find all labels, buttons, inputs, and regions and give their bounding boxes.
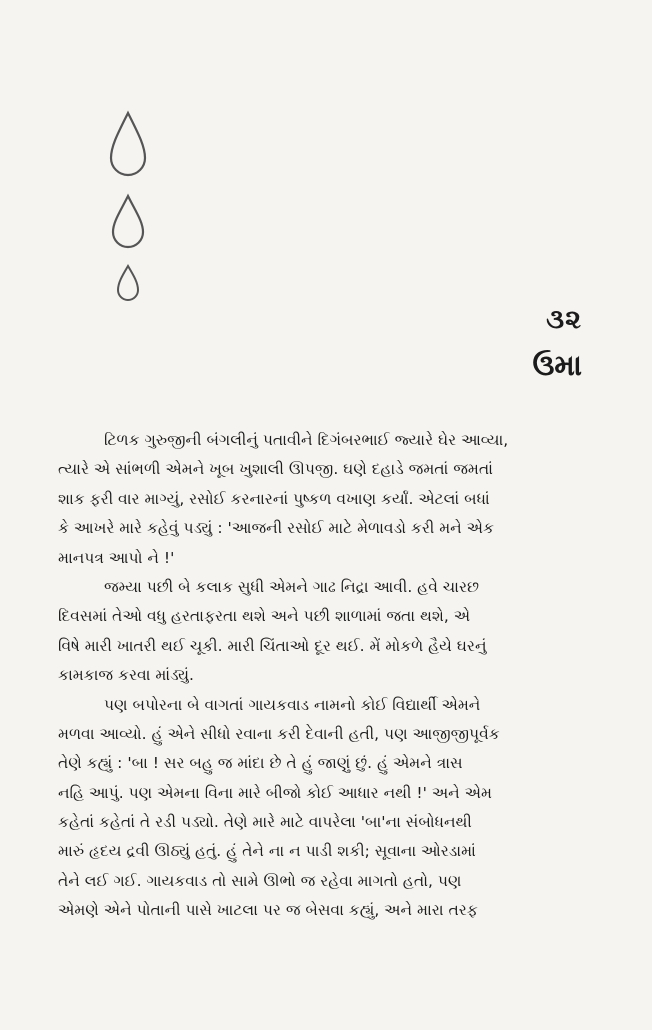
- chapter-title: ઉમા: [532, 348, 582, 382]
- chapter-number: ૩૨: [546, 304, 582, 335]
- paragraph-line: નહિ આપું. પણ એમના વિના મારે બીજો કોઈ આધાર નથી !' અને એમ: [58, 783, 492, 802]
- paragraph-line: મારું હૃદય દ્રવી ઊઠ્યું હતું. હું તેને ના ન પાડી શકી; સૂવાના ઓરડામાં: [58, 842, 476, 861]
- paragraph-line: ટિળક ગુરુજીની બંગલીનું પતાવીને દિગંબરભાઈ જ્યારે ઘેર આવ્યા,: [104, 431, 509, 449]
- paragraph-line: એમણે એને પોતાની પાસે ખાટલા પર જ બેસવા કહ્યું, અને મારા તરફ: [58, 901, 478, 920]
- teardrops-icon: [108, 108, 158, 308]
- paragraph-line: શાક ફરી વાર માગ્યું, રસોઈ કરનારનાં પુષ્કળ વખાણ કર્યાં. એટલાં બધાં: [58, 489, 490, 508]
- teardrops-ornament-svg: [108, 108, 158, 308]
- small-teardrop: [118, 266, 138, 300]
- paragraph-line: દિવસમાં તેઓ વધુ હરતાફરતા થશે અને પછી શાળામાં જતા થશે, એ: [58, 607, 471, 626]
- body-text: [58, 426, 588, 926]
- paragraph-line: માનપત્ર આપો ને !': [58, 548, 175, 567]
- paragraph-line: કામકાજ કરવા માંડ્યું.: [58, 666, 194, 685]
- paragraph-line: જમ્યા પછી બે કલાક સુધી એમને ગાઢ નિદ્રા આવી. હવે ચારછ: [104, 577, 479, 596]
- paragraph-line: કે આખરે મારે કહેવું પડ્યું : 'આજની રસોઈ માટે મેળાવડો કરી મને એક: [58, 519, 494, 538]
- medium-teardrop: [113, 196, 143, 247]
- paragraph-line: વિષે મારી ખાતરી થઈ ચૂકી. મારી ચિંતાઓ દૂર થઈ. મેં મોકળે હૈયે ઘરનું: [58, 636, 487, 655]
- paragraph-line: મળવા આવ્યો. હું એને સીધો રવાના કરી દેવાની હતી, પણ આજીજીપૂર્વક: [58, 724, 500, 743]
- paragraph-line: પણ બપોરના બે વાગતાં ગાયકવાડ નામનો કોઈ વિદ્યાર્થી એમને: [104, 695, 481, 714]
- paragraph-line: ત્યારે એ સાંભળી એમને ખૂબ ખુશાલી ઊપજી. ઘણે દહાડે જમતાં જમતાં: [58, 460, 493, 479]
- paragraph-line: કહેતાં કહેતાં તે રડી પડ્યો. તેણે મારે માટે વાપરેલા 'બા'ના સંબોધનથી: [58, 813, 472, 832]
- paragraph-line: તેણે કહ્યું : 'બા ! સર બહુ જ માંદા છે તે હું જાણું છું. હું એમને ત્રાસ: [58, 754, 463, 773]
- paragraph-line: તેને લઈ ગઈ. ગાયકવાડ તો સામે ઊભો જ રહેવા માગતો હતો, પણ: [58, 871, 462, 890]
- large-teardrop: [111, 113, 145, 175]
